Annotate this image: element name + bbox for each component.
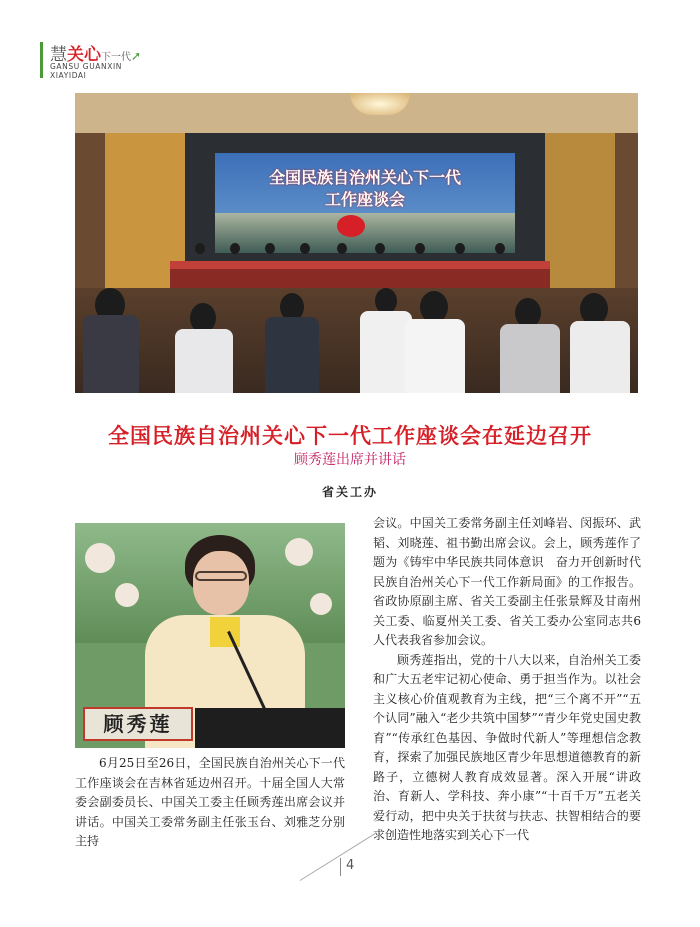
article-title: 全国民族自治州关心下一代工作座谈会在延边召开 [108,423,592,448]
article-byline: 省关工办 [321,485,378,499]
background-flower [115,583,139,607]
background-flower [85,543,115,573]
lectern [195,708,345,748]
logo-english [50,62,122,80]
logo-main: 关心 [67,45,101,65]
screen-emblem-icon [337,215,365,237]
logo-arrow-icon: ➚ [131,49,142,63]
article-subtitle: 顾秀莲出席并讲话 [294,452,406,468]
podium-person [337,243,347,254]
body-column-left [75,754,345,852]
screen-title [225,167,505,211]
podium-person [300,243,310,254]
speaker-glasses [195,571,247,581]
podium-tablecloth [170,261,550,269]
speaker-face [193,551,249,615]
podium-person [375,243,385,254]
audience-member [175,329,233,393]
speaker-photo [75,523,345,748]
logo-en-line1: GANSU GUANXIN [50,62,122,71]
logo-en-line2: XIAYIDAI [50,71,87,80]
screen-title-line1: 全国民族自治州关心下一代 [268,168,461,187]
conference-photo [75,93,638,393]
body-paragraph: 会议。中国关工委常务副主任刘峰岩、闵振环、武韬、刘晓莲、祖书勤出席会议。会上，顾秀莲作了题为《铸牢中华民族共同体意识 奋力开创新时代民族自治州关心下一代工作新局面》的工作报告。省政协原副主席、省关工委副主任张景辉及甘南州关工委、临夏州关工委、省关工委办公室同志共6人代表我省参加会议。 [373,516,641,647]
audience-member [83,315,139,393]
podium-person [195,243,205,254]
screen-landscape [215,213,515,253]
curtain-right [545,133,615,303]
background-flower [285,538,313,566]
logo-accent-bar [40,42,43,78]
podium-person [230,243,240,254]
audience-member [570,321,630,393]
logo-suffix: 下一代 [101,52,131,63]
podium-person [495,243,505,254]
podium-person [455,243,465,254]
logo-prefix: 慧 [50,45,67,65]
screen-title-line2: 工作座谈会 [324,190,405,209]
podium-person [265,243,275,254]
page-number: 4 [346,858,355,873]
audience-member [405,319,465,393]
page-number-rule [340,858,341,876]
body-paragraph: 6月25日至26日，全国民族自治州关心下一代工作座谈会在吉林省延边州召开。十届全国人大常委会副委员长、中国关工委主任顾秀莲出席会议并讲话。中国关工委常务副主任张玉台、刘雅芝分别主持 [75,756,345,848]
podium-person [415,243,425,254]
audience-member [500,324,560,393]
body-paragraph: 顾秀莲指出，党的十八大以来，自治州关工委和广大五老牢记初心使命、勇于担当作为。以社会主义核心价值观教育为主线，把“三个离不开”“五个认同”融入“老少共筑中国梦”“青少年党史国史教育”“传承红色基因、争做时代新人”等理想信念教育，探索了加强民族地区青少年思想道德教育的新路子，立德树人教育成效显著。深入开展“讲政治、育新人、学科技、奔小康”“十百千万”五老关爱行动，把中央关于扶贫与扶志、扶智相结合的要求创造性地落实到关心下一代 [373,652,641,842]
body-column-right [373,514,641,846]
background-flower [310,593,332,615]
speaker-nameplate: 顾秀莲 [83,707,193,741]
audience-member [265,317,319,393]
